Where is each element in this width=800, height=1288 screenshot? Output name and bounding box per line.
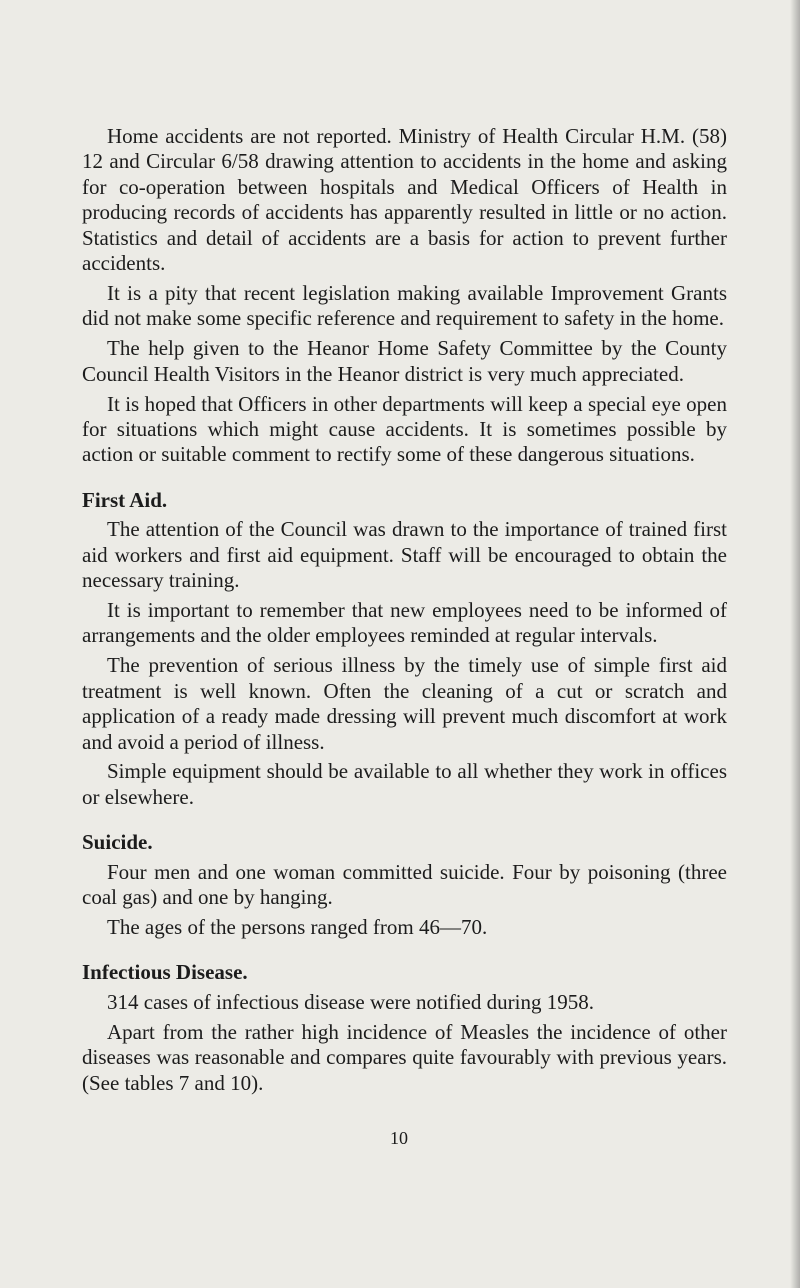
paragraph-heanor-committee: The help given to the Heanor Home Safety Committee by the County Council Health Visitors in the Heanor district is very much appreciated. bbox=[82, 336, 727, 386]
paragraph-first-aid-equipment: Simple equipment should be available to all whether they work in offices or elsewhere. bbox=[82, 759, 727, 809]
paragraph-first-aid-prevention: The prevention of serious illness by the timely use of simple first aid treatment is well known. Often the cleaning of a cut or scratch and application of a ready made dressing will prevent much discomfort at work and avoid a period of illness. bbox=[82, 653, 727, 754]
paragraph-improvement-grants: It is a pity that recent legislation making available Improvement Grants did not make some specific reference and requirement to safety in the home. bbox=[82, 280, 727, 331]
paragraph-suicide-ages: The ages of the persons ranged from 46—70. bbox=[107, 915, 488, 940]
page-number: 10 bbox=[390, 1128, 408, 1148]
paragraph-first-aid-employees: It is important to remember that new employees need to be informed of arrangements and the older employees reminded at regular intervals. bbox=[82, 598, 727, 648]
heading-suicide: Suicide. bbox=[82, 830, 153, 855]
heading-first-aid: First Aid. bbox=[82, 487, 168, 512]
paragraph-infectious-measles: Apart from the rather high incidence of Measles the incidence of other diseases was reasonable and compares quite favourably with previous years. (See tables 7 and 10). bbox=[82, 1019, 727, 1095]
page-edge-shadow bbox=[790, 0, 800, 1288]
paragraph-suicide-cases: Four men and one woman committed suicide. Four by poisoning (three coal gas) and one by hanging. bbox=[82, 859, 727, 910]
paragraph-first-aid-training: The attention of the Council was drawn to the importance of trained first aid workers and first aid equipment. Staff will be encouraged to obtain the necessary training. bbox=[82, 517, 727, 593]
paragraph-home-accidents: Home accidents are not reported. Ministry of Health Circular H.M. (58) 12 and Circular 6/58 drawing attention to accidents in the home and asking for co-operation between hospitals and Medical Officers of Health in producing records of accidents has apparently resulted in little or no action. Statistics and detail of accidents are a basis for action to prevent further accidents. bbox=[82, 124, 727, 276]
paragraph-officers-situations: It is hoped that Officers in other departments will keep a special eye open for situations which might cause accidents. It is sometimes possible by action or suitable comment to rectify some of these dangerous situations. bbox=[82, 391, 727, 467]
heading-infectious-disease: Infectious Disease. bbox=[82, 960, 248, 985]
paragraph-infectious-cases: 314 cases of infectious disease were notified during 1958. bbox=[107, 989, 594, 1014]
document-page bbox=[82, 124, 727, 1101]
